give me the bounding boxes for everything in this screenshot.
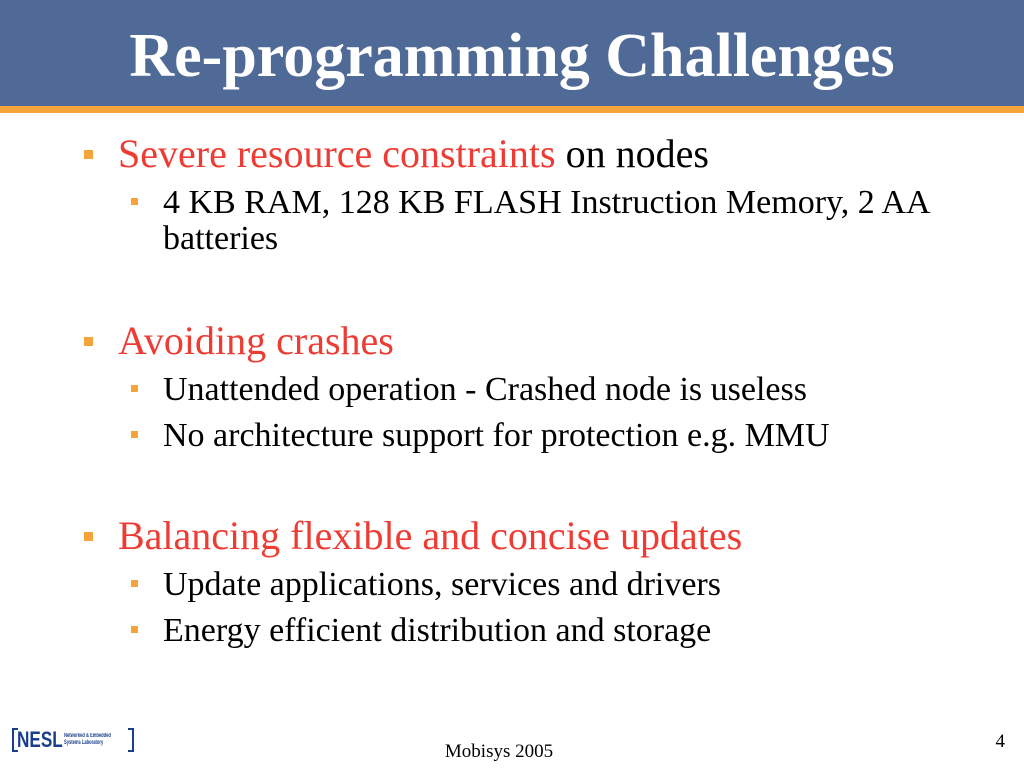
logo-right-bracket [128,728,134,752]
square-bullet-icon [131,198,138,205]
square-bullet-icon [131,626,138,633]
bullet-highlight: Balancing flexible and concise updates [118,513,743,558]
slide-title: Re-programming Challenges [129,22,895,90]
footer-text: Mobisys 2005 [444,741,554,762]
sub-bullet-item [131,613,961,649]
square-bullet-icon [84,337,93,346]
sub-bullet-item [131,567,961,603]
bullet-rest: on nodes [565,131,709,176]
sub-bullet-text: No architecture support for protection e.g. MMU [163,417,830,454]
accent-stripe [0,106,1024,113]
sub-bullet-item [131,418,961,454]
sub-bullet-text: 4 KB RAM, 128 KB FLASH Instruction Memory, 2 AA batteries [163,184,929,257]
square-bullet-icon [84,532,93,541]
sub-bullet-text: Energy efficient distribution and storage [163,612,712,649]
bullet-item [84,131,984,176]
bullet-highlight: Severe resource constraints [118,131,556,176]
logo-subtitle [64,733,111,747]
slide-number: 4 [995,731,1005,752]
square-bullet-icon [131,580,138,587]
square-bullet-icon [84,150,93,159]
sub-bullet-text: Update applications, services and drivers [163,566,721,603]
logo-subtitle-line: Networked & Embedded [64,733,111,739]
sub-bullet-item [131,372,961,408]
sub-bullet-item [131,185,961,257]
bullet-highlight: Avoiding crashes [118,318,394,363]
square-bullet-icon [131,431,138,438]
bullet-item [84,318,984,363]
bullet-item [84,513,984,558]
sub-bullet-text: Unattended operation - Crashed node is useless [163,371,807,408]
logo-subtitle-line: Systems Laboratory [64,740,104,746]
square-bullet-icon [131,385,138,392]
logo-acronym: NESL [17,727,63,752]
nesl-logo [12,728,136,752]
bullet-text [118,131,984,176]
title-bar [0,0,1024,106]
